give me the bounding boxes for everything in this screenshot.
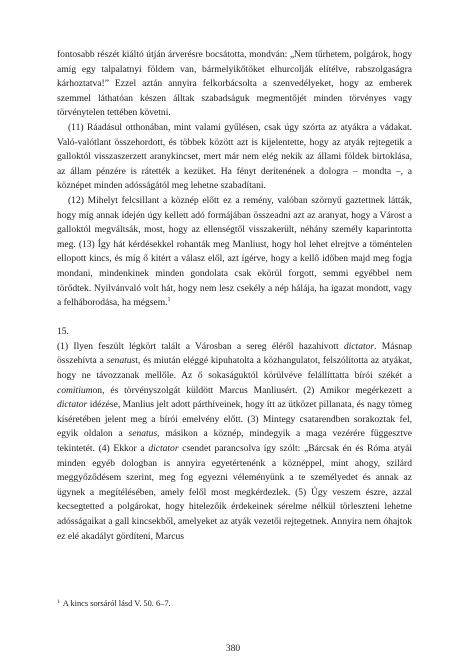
paragraph-p3 <box>57 194 412 311</box>
italic-term: dictator <box>343 340 375 352</box>
italic-term: senatus <box>106 355 136 367</box>
page-number: 380 <box>225 644 241 654</box>
text-segment: csendet parancsolva így szólt: „Bárcsak én és Róma atyái minden egyéb dologban is annyira egyetértenénk a köznéppel, mint ahogy, szilárd meggyőződésem szerint, meg fog egyezni véleményünk a te személyedet és annak az ügynek a megítélésében, amely felől most megkérdezlek. (5) Úgy veszem észre, azzal kecsegtetted a polgárokat, hogy hitelezőik érdekeinek sérelme nélkül törleszteni lehetne adósságaikat a gall kincsekből, amelyeket az atyák vezetői rejtegetnek. Annyira nem óhajtok ez elé akadályt gördíteni, Marcus <box>57 443 413 542</box>
paragraph-p2 <box>57 121 412 194</box>
text-segment: on, és törvényszolgát küldött Marcus Manliusért. (2) Amikor megérkezett a <box>92 384 412 396</box>
italic-term: senatus <box>128 428 158 440</box>
text-segment: (12) Mihelyt felcsillant a köznép előtt ez a remény, valóban szörnyű gaztettnek látták, hogy míg annak idején úgy kellett adó formájában összeadni azt az aranyat, hogy a Várost a galloktól megváltsák, most, hogy az ellenségtől visszakerült, néhány személy kaparintotta meg. (13) Így hát kérdésekkel rohanták meg Manliust, hogy hol lehet elrejtve a töméntelen ellopott kincs, és míg ő kitért a válasz elől, azt ígérve, hogy a kellő időben majd meg fogja mondani, mindenkinek minden gondolata csak ekörül forgott, semmi egyébbel nem törődtek. Nyilvánvaló volt hát, hogy nem lesz csekély a nép hálája, ha igazat mondott, vagy a felháborodása, ha mégsem. <box>57 194 412 309</box>
text-segment: t, és miután eléggé kipuhatolta a közhangulatot, felszólította az atyákat, hogy ne távozzanak mellőle. Az ő sokaságuktól körülvéve felállíttatta bírói székét a <box>57 355 412 382</box>
main-text <box>57 48 412 544</box>
footnote-reference: 1 <box>167 297 171 304</box>
italic-term: dictator <box>148 443 179 455</box>
footnote <box>57 598 412 609</box>
text-segment: . Másnap összehívta a <box>57 340 412 367</box>
text-segment: fontosabb részét kiáltó útján árverésre bocsátotta, mondván: „Nem tűrhetem, polgárok, hogy amíg egy talpalatnyi földem van, bármelyikőtöket elhurcolják elítélve, rabszolgaságra kárhoztatva!” Ezzel aztán annyira felkorbácsolta a szenvedélyeket, hogy az emberek szemmel láthatóan készen álltak szabadságuk megmentőjét minden törvényes vagy törvénytelen tettében követni. <box>57 49 412 119</box>
paragraph-p1 <box>57 48 412 121</box>
footnote-mark: 1 <box>57 599 60 605</box>
section-gap <box>57 311 412 326</box>
text-segment: 15. <box>57 326 69 338</box>
italic-term: comitium <box>57 384 93 396</box>
text-segment: , másikon a köznép, mindegyik a maga vezérére függesztve tekintetét. (4) Ekkor a <box>57 428 412 455</box>
footnote-text: A kincs sorsáról lásd V. 50. 6–7. <box>62 599 171 608</box>
chapter-number <box>57 325 412 340</box>
italic-term: dictator <box>57 399 88 411</box>
text-segment: idézése, Manlius jelt adott párthíveinek, hogy ítt az ütközet pillanata, és nagy tömeg kíséretében jelent meg a bírói emelvény előtt. (3) Mintegy csatarendben sorakoztak fel, egyik oldalon a <box>57 399 412 440</box>
text-segment: (1) Ilyen feszült légkört talált a Városban a sereg éléről hazahívott <box>57 340 344 352</box>
text-segment: (11) Ráadásul otthonában, mint valami gyűlésen, csak úgy szórta az atyákra a vádakat. Való-valótlant összehordott, és többek között azt is kijelentette, hogy az atyák rejtegetik a galloktól visszaszerzett aranykincset, mert már nem elég nekik az állami földek birtoklása, az állam pénzére is rátették a kezüket. Ha fényt derítenének a dologra – mondta –, a köznépet minden adósságától meg lehetne szabadítani. <box>57 121 412 192</box>
paragraph-p4 <box>57 340 412 544</box>
